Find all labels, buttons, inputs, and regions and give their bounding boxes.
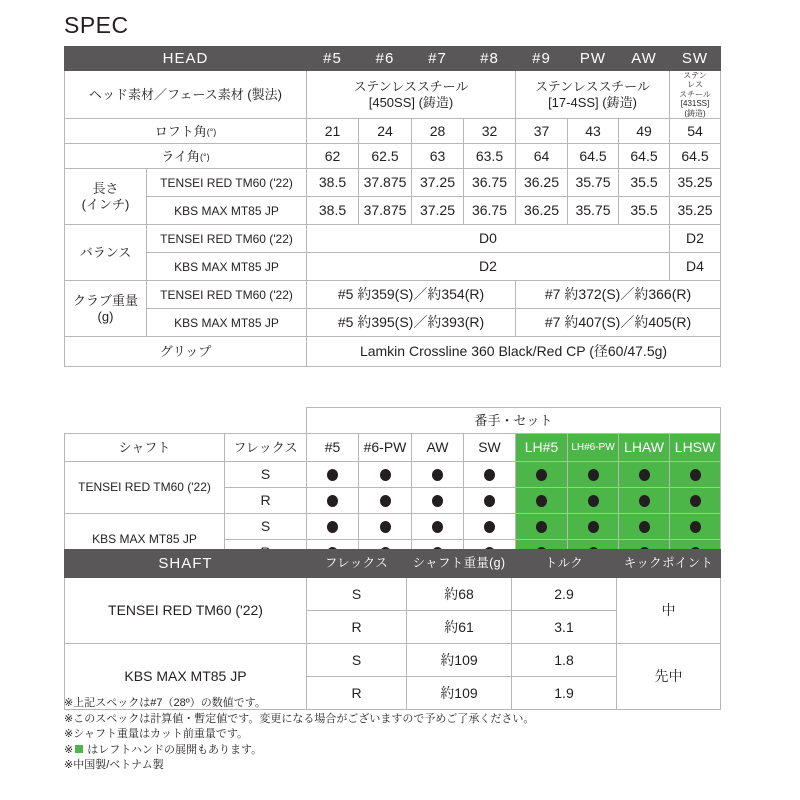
lie-value-6: 62.5 (359, 144, 412, 169)
club-weight-tensei-7: #7 約372(S)／約366(R) (516, 281, 721, 309)
shaft-kick-kbs: 先中 (617, 644, 721, 710)
availability-dot (432, 495, 443, 507)
material-431ss-line2: レス (687, 80, 703, 90)
set-mark-tensei-s-6pw (359, 462, 412, 488)
length-tensei-5: 38.5 (307, 169, 359, 197)
set-mark-tensei-r-sw (464, 488, 516, 514)
material-label: ヘッド素材／フェース素材 (製法) (65, 71, 307, 119)
footnote-1: ※上記スペックは#7（28º）の数値です。 (64, 697, 266, 709)
balance-kbs-sw: D4 (670, 253, 721, 281)
loft-value-9: 37 (516, 119, 568, 144)
loft-unit: (°) (206, 126, 217, 137)
set-mark-kbs-s-5 (307, 514, 359, 540)
lie-unit: (°) (200, 151, 210, 162)
availability-dot (380, 469, 391, 481)
set-shaft-label: シャフト (65, 434, 225, 462)
shaft-weight-kbs-r: 約109 (407, 677, 512, 710)
set-col-sw: SW (464, 434, 516, 462)
lie-value-sw: 64.5 (670, 144, 721, 169)
shaft-flex-kbs-r: R (307, 677, 407, 710)
set-col-aw: AW (412, 434, 464, 462)
shaft-kick-tensei: 中 (617, 578, 721, 644)
shaft-weight-tensei-s: 約68 (407, 578, 512, 611)
head-col-6: #6 (359, 47, 412, 71)
balance-shaft-kbs: KBS MAX MT85 JP (147, 253, 307, 281)
availability-dot (639, 521, 650, 533)
balance-shaft-tensei: TENSEI RED TM60 ('22) (147, 225, 307, 253)
grip-value: Lamkin Crossline 360 Black/Red CP (径60/47.5g) (307, 337, 721, 367)
head-header-row (65, 47, 721, 71)
page-title: SPEC (64, 12, 129, 38)
length-shaft-kbs: KBS MAX MT85 JP (147, 197, 307, 225)
shaft-header-kick: キックポイント (617, 550, 721, 578)
shaft-flex-tensei-r: R (307, 611, 407, 644)
length-kbs-sw: 35.25 (670, 197, 721, 225)
availability-dot (484, 521, 495, 533)
set-flex-tensei-s: S (225, 462, 307, 488)
club-weight-shaft-kbs: KBS MAX MT85 JP (147, 309, 307, 337)
length-kbs-7: 37.25 (412, 197, 464, 225)
club-weight-shaft-tensei: TENSEI RED TM60 ('22) (147, 281, 307, 309)
set-row-tensei-s (65, 462, 721, 488)
set-mark-tensei-s-sw (464, 462, 516, 488)
lie-value-8: 63.5 (464, 144, 516, 169)
head-col-7: #7 (412, 47, 464, 71)
footnotes (64, 696, 534, 774)
set-mark-tensei-r-6pw (359, 488, 412, 514)
material-row (65, 71, 721, 119)
loft-value-pw: 43 (568, 119, 619, 144)
loft-value-6: 24 (359, 119, 412, 144)
set-mark-kbs-s-lhaw (619, 514, 670, 540)
set-flex-label: フレックス (225, 434, 307, 462)
set-mark-tensei-r-aw (412, 488, 464, 514)
length-tensei-sw: 35.25 (670, 169, 721, 197)
material-group-450ss (307, 71, 516, 119)
shaft-weight-tensei-r: 約61 (407, 611, 512, 644)
footnote-3: ※シャフト重量はカット前重量です。 (64, 728, 249, 741)
set-mark-tensei-r-lh5 (516, 488, 568, 514)
lie-row (65, 144, 721, 169)
set-mark-tensei-r-5 (307, 488, 359, 514)
availability-dot (484, 469, 495, 481)
footnote-4-prefix: ※ (64, 743, 74, 756)
material-group-174ss (516, 71, 670, 119)
shaft-flex-kbs-s: S (307, 644, 407, 677)
footnote-4-text: はレフトハンドの展開もあります。 (87, 743, 263, 756)
club-weight-tensei-5: #5 約359(S)／約354(R) (307, 281, 516, 309)
length-label-line2: (インチ) (81, 196, 130, 212)
balance-row-tensei (65, 225, 721, 253)
set-mark-tensei-s-lhaw (619, 462, 670, 488)
set-flex-kbs-s: S (225, 514, 307, 540)
availability-dot (432, 469, 443, 481)
set-mark-kbs-s-lhsw (670, 514, 721, 540)
set-shaft-tensei: TENSEI RED TM60 ('22) (65, 462, 225, 514)
length-tensei-aw: 35.5 (619, 169, 670, 197)
set-col-6pw: #6-PW (359, 434, 412, 462)
set-col-5: #5 (307, 434, 359, 462)
set-mark-tensei-s-lh6pw (568, 462, 619, 488)
set-mark-tensei-r-lhaw (619, 488, 670, 514)
set-mark-tensei-s-lhsw (670, 462, 721, 488)
lie-label (65, 144, 307, 169)
head-header-label: HEAD (65, 47, 307, 71)
availability-dot (536, 469, 547, 481)
length-tensei-9: 36.25 (516, 169, 568, 197)
head-col-5: #5 (307, 47, 359, 71)
loft-row (65, 119, 721, 144)
head-spec-table (64, 46, 721, 367)
availability-dot (639, 469, 650, 481)
material-431ss-line1: ステン (683, 71, 707, 80)
lie-value-5: 62 (307, 144, 359, 169)
shaft-spec-table (64, 549, 721, 710)
set-shaft-kbs: KBS MAX MT85 JP (65, 514, 225, 566)
head-col-pw: PW (568, 47, 619, 71)
set-banner-row (65, 408, 721, 434)
shaft-name-kbs: KBS MAX MT85 JP (65, 644, 307, 710)
set-mark-tensei-r-lhsw (670, 488, 721, 514)
club-weight-row-tensei (65, 281, 721, 309)
set-mark-kbs-s-sw (464, 514, 516, 540)
set-header-row (65, 434, 721, 462)
set-mark-kbs-s-lh5 (516, 514, 568, 540)
length-shaft-tensei: TENSEI RED TM60 ('22) (147, 169, 307, 197)
availability-dot (484, 495, 495, 507)
loft-label-text: ロフト角 (154, 123, 207, 139)
material-431ss-line5: (鋳造) (684, 108, 706, 118)
set-col-lh5: LH#5 (516, 434, 568, 462)
availability-dot (327, 469, 338, 481)
set-col-lhaw: LHAW (619, 434, 670, 462)
set-mark-tensei-s-aw (412, 462, 464, 488)
loft-value-5: 21 (307, 119, 359, 144)
shaft-header-torque: トルク (512, 550, 617, 578)
availability-dot (327, 495, 338, 507)
lie-value-pw: 64.5 (568, 144, 619, 169)
availability-dot (380, 521, 391, 533)
length-tensei-8: 36.75 (464, 169, 516, 197)
club-weight-label-line1: クラブ重量 (72, 293, 138, 309)
set-banner: 番手・セット (307, 408, 721, 434)
lie-value-7: 63 (412, 144, 464, 169)
length-row-tensei (65, 169, 721, 197)
length-kbs-8: 36.75 (464, 197, 516, 225)
shaft-torque-kbs-r: 1.9 (512, 677, 617, 710)
availability-dot (432, 521, 443, 533)
shaft-weight-kbs-s: 約109 (407, 644, 512, 677)
availability-dot (690, 469, 701, 481)
material-174ss-line2: [17-4SS] (鋳造) (548, 94, 637, 110)
availability-dot (690, 495, 701, 507)
set-matrix-table (64, 407, 721, 566)
length-kbs-9: 36.25 (516, 197, 568, 225)
shaft-header-name: SHAFT (65, 550, 307, 578)
club-weight-kbs-7: #7 約407(S)／約405(R) (516, 309, 721, 337)
club-weight-kbs-5: #5 約395(S)／約393(R) (307, 309, 516, 337)
lie-value-9: 64 (516, 144, 568, 169)
material-450ss-line2: [450SS] (鋳造) (368, 94, 454, 110)
head-col-sw: SW (670, 47, 721, 71)
green-square-icon (75, 745, 83, 753)
set-mark-tensei-s-lh5 (516, 462, 568, 488)
material-431ss-line3: スチール (679, 89, 711, 99)
length-tensei-7: 37.25 (412, 169, 464, 197)
length-kbs-pw: 35.75 (568, 197, 619, 225)
shaft-row-tensei-s (65, 578, 721, 611)
club-weight-row-kbs (65, 309, 721, 337)
balance-kbs-main: D2 (307, 253, 670, 281)
footnote-2: ※このスペックは計算値・暫定値です。変更になる場合がございますので予めご了承ください。 (64, 712, 535, 725)
grip-label: グリップ (65, 337, 307, 367)
availability-dot (380, 495, 391, 507)
shaft-header-weight: シャフト重量(g) (407, 550, 512, 578)
material-174ss-line1: ステンレススチール (535, 79, 650, 95)
head-col-8: #8 (464, 47, 516, 71)
set-row-kbs-s (65, 514, 721, 540)
shaft-header-row (65, 550, 721, 578)
set-col-lh6pw: LH#6-PW (568, 434, 619, 462)
availability-dot (536, 521, 547, 533)
shaft-row-kbs-s (65, 644, 721, 677)
balance-tensei-main: D0 (307, 225, 670, 253)
footnote-5: ※中国製/ベトナム製 (64, 759, 164, 772)
shaft-torque-tensei-s: 2.9 (512, 578, 617, 611)
set-mark-kbs-s-6pw (359, 514, 412, 540)
length-tensei-6: 37.875 (359, 169, 412, 197)
loft-value-aw: 49 (619, 119, 670, 144)
shaft-name-tensei: TENSEI RED TM60 ('22) (65, 578, 307, 644)
shaft-header-flex: フレックス (307, 550, 407, 578)
balance-tensei-sw: D2 (670, 225, 721, 253)
balance-row-kbs (65, 253, 721, 281)
lie-label-text: ライ角 (161, 148, 201, 164)
club-weight-label (65, 281, 147, 337)
loft-value-8: 32 (464, 119, 516, 144)
length-label (65, 169, 147, 225)
set-mark-tensei-s-5 (307, 462, 359, 488)
loft-value-sw: 54 (670, 119, 721, 144)
shaft-torque-tensei-r: 3.1 (512, 611, 617, 644)
set-col-lhsw: LHSW (670, 434, 721, 462)
head-col-aw: AW (619, 47, 670, 71)
availability-dot (588, 469, 599, 481)
availability-dot (690, 521, 701, 533)
grip-row (65, 337, 721, 367)
availability-dot (327, 521, 338, 533)
shaft-flex-tensei-s: S (307, 578, 407, 611)
length-kbs-5: 38.5 (307, 197, 359, 225)
length-kbs-aw: 35.5 (619, 197, 670, 225)
loft-value-7: 28 (412, 119, 464, 144)
material-group-431ss (670, 71, 721, 119)
loft-label (65, 119, 307, 144)
availability-dot (639, 495, 650, 507)
length-label-line1: 長さ (92, 181, 119, 197)
set-mark-kbs-s-lh6pw (568, 514, 619, 540)
shaft-torque-kbs-s: 1.8 (512, 644, 617, 677)
head-col-9: #9 (516, 47, 568, 71)
length-kbs-6: 37.875 (359, 197, 412, 225)
material-450ss-line1: ステンレススチール (353, 79, 469, 95)
availability-dot (588, 495, 599, 507)
set-mark-tensei-r-lh6pw (568, 488, 619, 514)
footnote-4 (64, 743, 534, 759)
length-row-kbs (65, 197, 721, 225)
balance-label: バランス (65, 225, 147, 281)
set-flex-tensei-r: R (225, 488, 307, 514)
availability-dot (536, 495, 547, 507)
length-tensei-pw: 35.75 (568, 169, 619, 197)
club-weight-label-line2: (g) (97, 308, 114, 324)
availability-dot (588, 521, 599, 533)
material-431ss-line4: [431SS] (680, 99, 710, 109)
lie-value-aw: 64.5 (619, 144, 670, 169)
set-mark-kbs-s-aw (412, 514, 464, 540)
